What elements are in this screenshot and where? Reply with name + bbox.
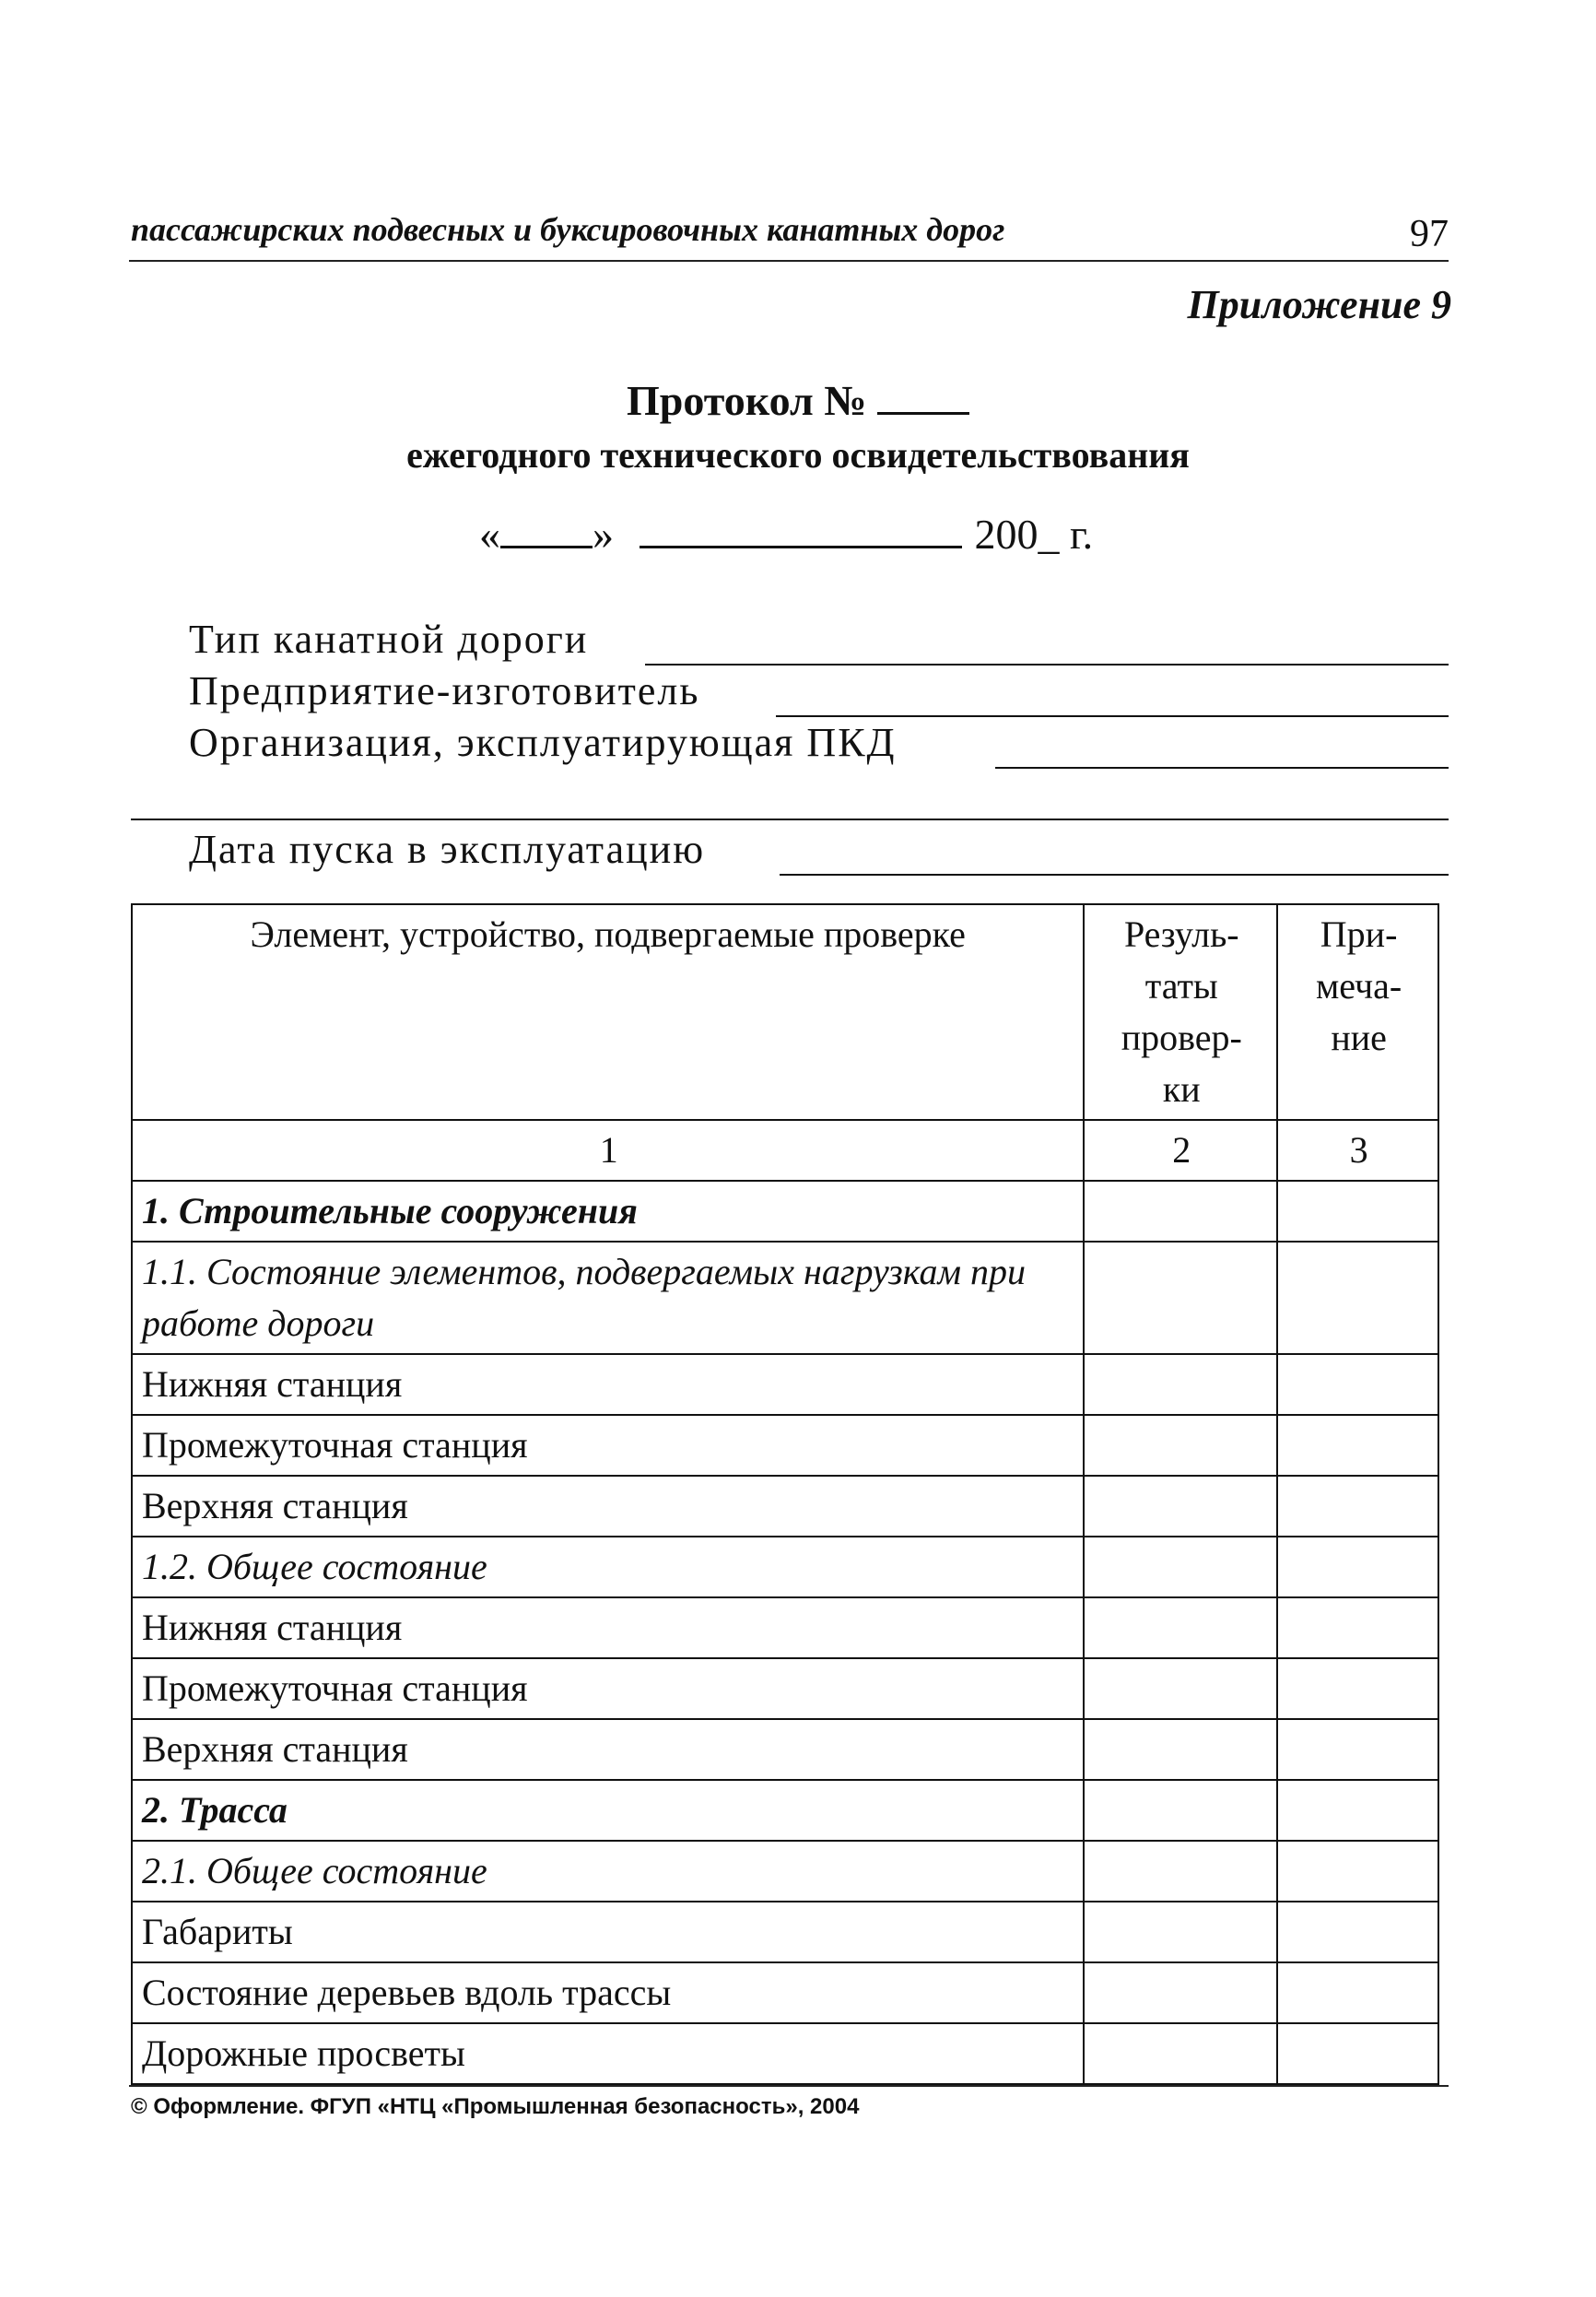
results-cell[interactable] <box>1084 1537 1277 1597</box>
element-cell: Состояние деревьев вдоль трассы <box>132 1962 1084 2023</box>
field-start-date-blank[interactable] <box>780 874 1449 876</box>
table-row <box>132 1242 1438 1354</box>
notes-cell[interactable] <box>1277 1242 1438 1354</box>
results-cell[interactable] <box>1084 1962 1277 2023</box>
notes-cell[interactable] <box>1277 1597 1438 1658</box>
header-rule <box>129 260 1449 262</box>
table-row <box>132 1537 1438 1597</box>
page-number: 97 <box>1410 213 1449 255</box>
field-label: Тип канатной дороги <box>189 617 589 662</box>
results-cell[interactable] <box>1084 2023 1277 2084</box>
element-cell: 1.2. Общее состояние <box>132 1537 1084 1597</box>
table-row <box>132 2023 1438 2084</box>
table-row <box>132 1415 1438 1476</box>
notes-cell[interactable] <box>1277 2023 1438 2084</box>
results-cell[interactable] <box>1084 1719 1277 1780</box>
protocol-number-blank[interactable] <box>877 379 969 415</box>
column-numbers-row <box>132 1120 1438 1181</box>
header-results: Резуль- таты провер- ки <box>1084 904 1277 1120</box>
table-row <box>132 1719 1438 1780</box>
results-cell[interactable] <box>1084 1242 1277 1354</box>
table-row <box>132 1780 1438 1841</box>
field-operator-blank[interactable] <box>995 767 1449 769</box>
results-cell[interactable] <box>1084 1181 1277 1242</box>
table-header-row <box>132 904 1438 1120</box>
field-operator <box>189 719 897 766</box>
protocol-title-text: Протокол № <box>626 377 867 424</box>
column-number: 1 <box>132 1120 1084 1181</box>
element-cell: Дорожные просветы <box>132 2023 1084 2084</box>
month-blank[interactable] <box>640 512 962 548</box>
results-cell[interactable] <box>1084 1780 1277 1841</box>
running-header: пассажирских подвесных и буксировочных канатных дорог <box>131 211 1005 248</box>
table-row <box>132 1962 1438 2023</box>
field-label: Дата пуска в эксплуатацию <box>189 827 706 872</box>
copyright-footer: © Оформление. ФГУП «НТЦ «Промышленная безопасность», 2004 <box>131 2094 860 2119</box>
element-cell: Промежуточная станция <box>132 1658 1084 1719</box>
field-ropeway-type-blank[interactable] <box>645 664 1449 666</box>
element-cell: Габариты <box>132 1902 1084 1962</box>
results-cell[interactable] <box>1084 1902 1277 1962</box>
day-blank[interactable] <box>500 512 593 548</box>
element-cell: 1.1. Состояние элементов, подвергаемых нагрузкам при работе дороги <box>132 1242 1084 1354</box>
header-element: Элемент, устройство, подвергаемые проверке <box>132 904 1084 1120</box>
element-cell: Верхняя станция <box>132 1476 1084 1537</box>
date-close-quote: » <box>593 511 614 558</box>
field-operator-blank-2[interactable] <box>131 819 1449 820</box>
notes-cell[interactable] <box>1277 1476 1438 1537</box>
footer-rule <box>129 2085 1449 2087</box>
table-row <box>132 1354 1438 1415</box>
notes-cell[interactable] <box>1277 1962 1438 2023</box>
table-row <box>132 1841 1438 1902</box>
field-ropeway-type <box>189 616 588 663</box>
date-open-quote: « <box>479 511 500 558</box>
element-cell: Нижняя станция <box>132 1354 1084 1415</box>
table-row <box>132 1597 1438 1658</box>
table-row <box>132 1476 1438 1537</box>
field-manufacturer <box>189 667 699 714</box>
notes-cell[interactable] <box>1277 1902 1438 1962</box>
date-line <box>479 510 1093 559</box>
notes-cell[interactable] <box>1277 1354 1438 1415</box>
inspection-table <box>131 903 1439 2085</box>
header-notes: При- меча- ние <box>1277 904 1438 1120</box>
element-cell: Нижняя станция <box>132 1597 1084 1658</box>
element-cell: Верхняя станция <box>132 1719 1084 1780</box>
table-row <box>132 1181 1438 1242</box>
results-cell[interactable] <box>1084 1658 1277 1719</box>
protocol-subtitle: ежегодного технического освидетельствования <box>406 434 1190 476</box>
appendix-label: Приложение 9 <box>1187 282 1451 327</box>
notes-cell[interactable] <box>1277 1415 1438 1476</box>
field-start-date <box>189 826 705 873</box>
results-cell[interactable] <box>1084 1354 1277 1415</box>
notes-cell[interactable] <box>1277 1537 1438 1597</box>
element-cell: 2. Трасса <box>132 1780 1084 1841</box>
notes-cell[interactable] <box>1277 1719 1438 1780</box>
results-cell[interactable] <box>1084 1415 1277 1476</box>
notes-cell[interactable] <box>1277 1181 1438 1242</box>
element-cell: Промежуточная станция <box>132 1415 1084 1476</box>
notes-cell[interactable] <box>1277 1780 1438 1841</box>
results-cell[interactable] <box>1084 1841 1277 1902</box>
results-cell[interactable] <box>1084 1476 1277 1537</box>
notes-cell[interactable] <box>1277 1841 1438 1902</box>
field-label: Организация, эксплуатирующая ПКД <box>189 720 897 765</box>
field-label: Предприятие-изготовитель <box>189 668 700 713</box>
results-cell[interactable] <box>1084 1597 1277 1658</box>
notes-cell[interactable] <box>1277 1658 1438 1719</box>
table-row <box>132 1902 1438 1962</box>
field-manufacturer-blank[interactable] <box>776 715 1449 717</box>
table-row <box>132 1658 1438 1719</box>
element-cell: 1. Строительные сооружения <box>132 1181 1084 1242</box>
protocol-title <box>0 376 1596 425</box>
column-number: 3 <box>1277 1120 1438 1181</box>
element-cell: 2.1. Общее состояние <box>132 1841 1084 1902</box>
date-year: 200_ г. <box>974 511 1094 558</box>
column-number: 2 <box>1084 1120 1277 1181</box>
